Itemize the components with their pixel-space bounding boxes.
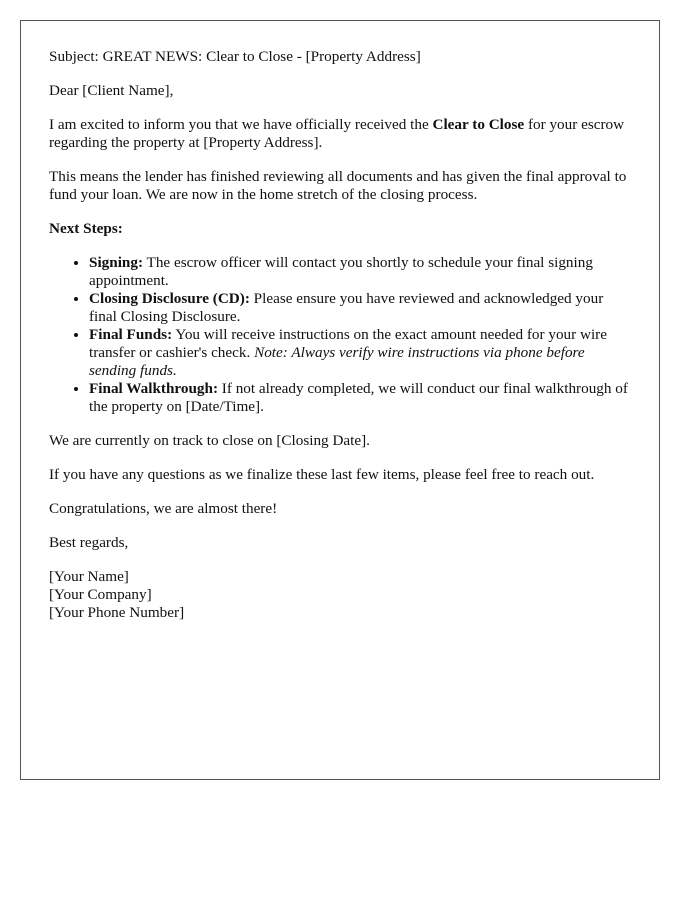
- step-label: Signing:: [89, 254, 144, 271]
- intro-text-end: for your escrow regarding the property at [Property Address].: [49, 116, 625, 151]
- clear-to-close-emphasis: Clear to Close: [432, 116, 525, 133]
- step-text: You will receive instructions on the exact amount needed for your wire transfer or cashier's check.: [89, 326, 607, 361]
- track-paragraph: We are currently on track to close on [Closing Date].: [49, 432, 370, 449]
- step-text: If not already completed, we will conduct our final walkthrough of the property on [Date/Time].: [89, 380, 628, 415]
- step-final-walkthrough: [89, 380, 631, 416]
- step-label: Closing Disclosure (CD):: [89, 290, 250, 307]
- questions-paragraph: If you have any questions as we finalize these last few items, please feel free to reach out.: [49, 466, 595, 483]
- signature-phone: [Your Phone Number]: [49, 604, 185, 621]
- step-final-funds: [89, 326, 631, 380]
- next-steps-heading: Next Steps:: [49, 220, 123, 237]
- signature-block: [49, 568, 631, 622]
- step-text: The escrow officer will contact you shortly to schedule your final signing appointment.: [89, 254, 593, 289]
- meaning-paragraph: This means the lender has finished reviewing all documents and has given the final approval to fund your loan. We are now in the home stretch of the closing process.: [49, 168, 627, 203]
- signature-company: [Your Company]: [49, 586, 152, 603]
- wire-warning-note: Note: Always verify wire instructions via phone before sending funds.: [89, 344, 585, 379]
- congratulations-paragraph: Congratulations, we are almost there!: [49, 500, 278, 517]
- closing-salutation: Best regards,: [49, 534, 129, 551]
- next-steps-list: [49, 254, 631, 416]
- intro-paragraph: [49, 116, 631, 152]
- step-closing-disclosure: [89, 290, 631, 326]
- letter-document: [20, 20, 660, 780]
- step-label: Final Funds:: [89, 326, 173, 343]
- subject-line: Subject: GREAT NEWS: Clear to Close - [Property Address]: [49, 48, 421, 65]
- step-signing: [89, 254, 631, 290]
- greeting: Dear [Client Name],: [49, 82, 174, 99]
- signature-name: [Your Name]: [49, 568, 129, 585]
- step-label: Final Walkthrough:: [89, 380, 218, 397]
- intro-text-start: I am excited to inform you that we have officially received the: [49, 116, 433, 133]
- step-text: Please ensure you have reviewed and acknowledged your final Closing Disclosure.: [89, 290, 604, 325]
